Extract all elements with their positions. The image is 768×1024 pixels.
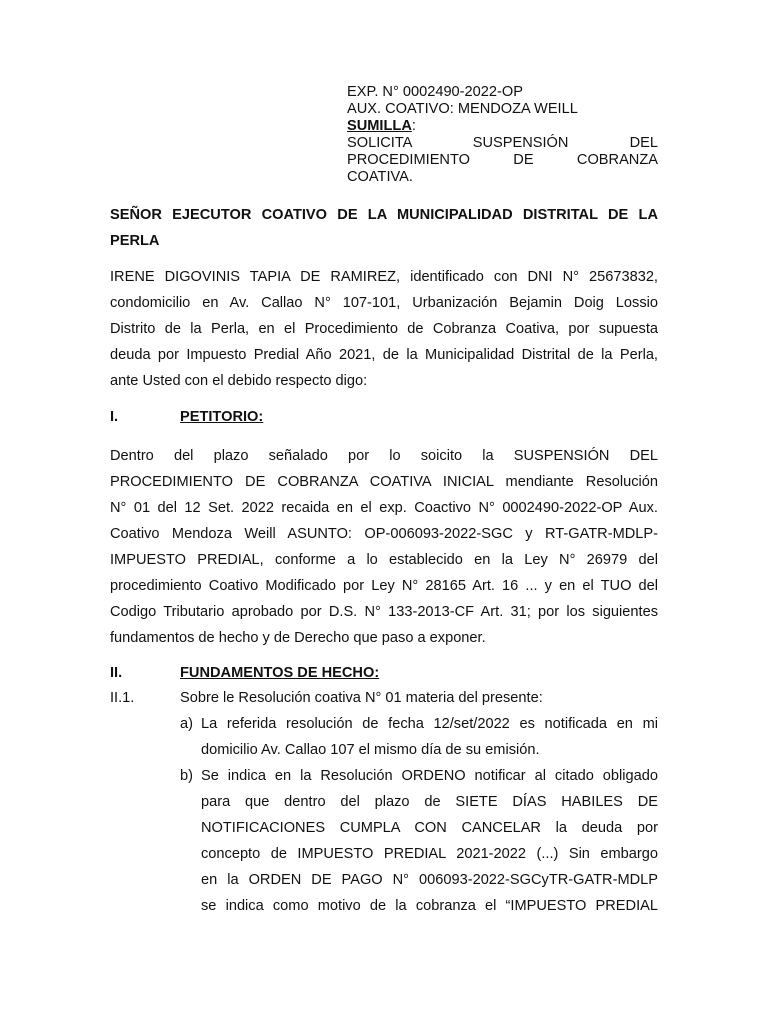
petitorio-line-6: procedimiento Coativo Modificado por Ley N° 28165 Art. 16 ... y en el TUO del bbox=[110, 578, 658, 594]
addressee-line-1: SEÑOR EJECUTOR COATIVO DE LA MUNICIPALIDAD DISTRITAL DE LA bbox=[110, 207, 658, 223]
item-a-line-1: La referida resolución de fecha 12/set/2022 es notificada en mi bbox=[201, 716, 658, 732]
section-title: FUNDAMENTOS DE HECHO: bbox=[180, 665, 380, 681]
sumilla-line-1: SOLICITA SUSPENSIÓN DEL bbox=[347, 135, 658, 151]
sumilla-label: SUMILLA bbox=[347, 118, 412, 134]
intro-line-3: Distrito de la Perla, en el Procedimiento de Cobranza Coativa, por supuesta bbox=[110, 321, 658, 337]
petitorio-line-1: Dentro del plazo señalado por lo soicito la SUSPENSIÓN DEL bbox=[110, 448, 658, 464]
item-b-line-6: se indica como motivo de la cobranza el “IMPUESTO PREDIAL bbox=[201, 898, 658, 914]
item-b-line-1: Se indica en la Resolución ORDENO notificar al citado obligado bbox=[201, 768, 658, 784]
intro-line-5: ante Usted con el debido respecto digo: bbox=[110, 373, 368, 389]
sumilla-colon: : bbox=[411, 118, 416, 134]
subsection-number: II.1. bbox=[110, 690, 135, 706]
sumilla-line-2: PROCEDIMIENTO DE COBRANZA bbox=[347, 152, 658, 168]
sumilla-line-3: COATIVA. bbox=[347, 169, 413, 185]
list-item-a bbox=[180, 711, 658, 763]
petitorio-line-7: Codigo Tributario aprobado por D.S. N° 133-2013-CF Art. 31; por los siguientes bbox=[110, 604, 658, 620]
addressee-line-2: PERLA bbox=[110, 233, 160, 249]
document-header bbox=[347, 84, 658, 186]
section-number: II. bbox=[110, 665, 123, 681]
section-fundamentos-heading bbox=[110, 660, 379, 686]
expediente-number: EXP. N° 0002490-2022-OP bbox=[347, 84, 523, 100]
section-title: PETITORIO: bbox=[180, 409, 264, 425]
petitorio-paragraph bbox=[110, 443, 658, 651]
intro-line-1: IRENE DIGOVINIS TAPIA DE RAMIREZ, identificado con DNI N° 25673832, bbox=[110, 269, 658, 285]
intro-paragraph bbox=[110, 264, 658, 394]
list-marker: a) bbox=[180, 716, 193, 732]
intro-line-4: deuda por Impuesto Predial Año 2021, de la Municipalidad Distrital de la Perla, bbox=[110, 347, 658, 363]
subsection-ii-1 bbox=[110, 685, 658, 711]
petitorio-line-5: IMPUESTO PREDIAL, conforme a lo establecido en la Ley N° 26979 del bbox=[110, 552, 658, 568]
auxiliar-coativo: AUX. COATIVO: MENDOZA WEILL bbox=[347, 101, 578, 117]
item-a-line-2: domicilio Av. Callao 107 el mismo día de su emisión. bbox=[201, 742, 540, 758]
section-number: I. bbox=[110, 409, 119, 425]
petitorio-line-3: N° 01 del 12 Set. 2022 recaida en el exp. Coactivo N° 0002490-2022-OP Aux. bbox=[110, 500, 658, 516]
sumilla-label-line bbox=[347, 118, 658, 135]
item-b-line-4: concepto de IMPUESTO PREDIAL 2021-2022 (...) Sin embargo bbox=[201, 846, 658, 862]
petitorio-line-8: fundamentos de hecho y de Derecho que paso a exponer. bbox=[110, 630, 486, 646]
addressee bbox=[110, 202, 658, 254]
intro-line-2: condomicilio en Av. Callao N° 107-101, Urbanización Bejamin Doig Lossio bbox=[110, 295, 658, 311]
petitorio-line-2: PROCEDIMIENTO DE COBRANZA COATIVA INICIAL mendiante Resolución bbox=[110, 474, 658, 490]
item-b-line-3: NOTIFICACIONES CUMPLA CON CANCELAR la deuda por bbox=[201, 820, 658, 836]
list-item-b bbox=[180, 763, 658, 919]
subsection-text: Sobre le Resolución coativa N° 01 materia del presente: bbox=[180, 690, 543, 706]
item-b-line-5: en la ORDEN DE PAGO N° 006093-2022-SGCyTR-GATR-MDLP bbox=[201, 872, 658, 888]
section-petitorio-heading bbox=[110, 404, 263, 430]
petitorio-line-4: Coativo Mendoza Weill ASUNTO: OP-006093-2022-SGC y RT-GATR-MDLP- bbox=[110, 526, 658, 542]
item-b-line-2: para que dentro del plazo de SIETE DÍAS HABILES DE bbox=[201, 794, 658, 810]
list-marker: b) bbox=[180, 768, 193, 784]
